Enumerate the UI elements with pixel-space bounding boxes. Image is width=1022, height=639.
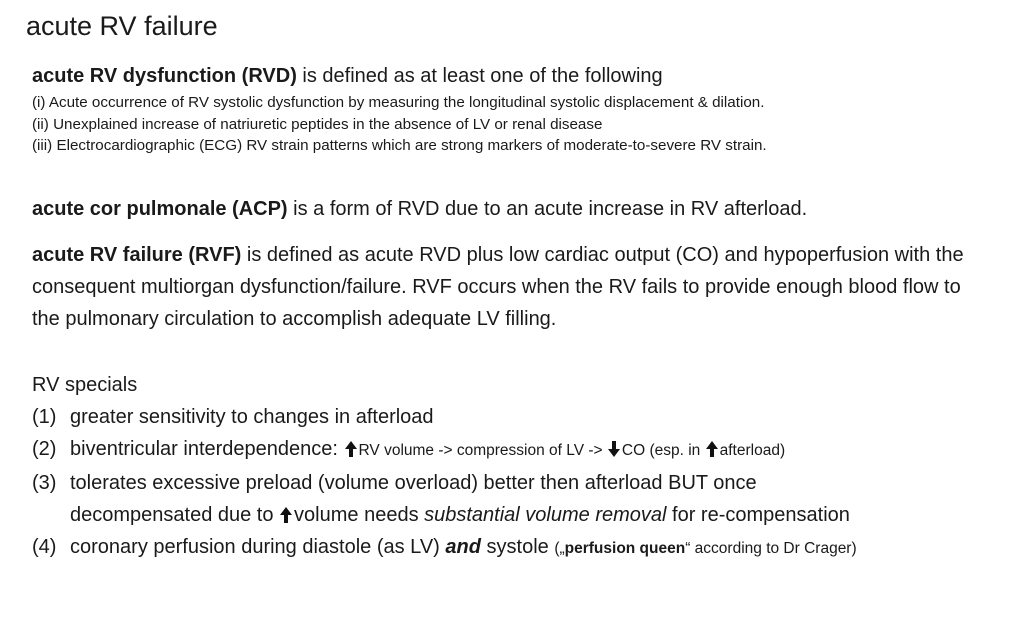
page-title: acute RV failure [26,11,218,41]
item-lead: coronary perfusion during diastole (as LV) [70,536,446,558]
acp-definition [32,193,1004,225]
rv-specials-section [32,369,1004,565]
rvf-definition [32,239,992,335]
item-emphasis: substantial volume removal [424,504,667,526]
acp-term: acute cor pulmonale (ACP) [32,198,288,220]
item-number: (2) [32,438,57,460]
item-text [70,467,1004,531]
item-part: CO (esp. in [621,442,705,459]
acp-section [32,193,1004,225]
rvd-definition-text: is defined as at least one of the following [296,65,663,87]
item-lead: biventricular interdependence: [70,438,344,460]
rv-special-item [32,433,1004,467]
rvf-definition-text: is defined as acute RVD plus low cardiac output (CO) and hypoperfusion with the consequent multiorgan dysfunction/failure. RVF occurs when the RV fails to provide enough blood flow to the pulmonary circulation to accomplish adequate LV filling. [32,244,964,330]
rvf-term: acute RV failure (RVF) [32,244,242,266]
arrow-down-icon [607,441,621,457]
item-text [70,531,1004,565]
rvd-term: acute RV dysfunction (RVD) [32,65,297,87]
arrow-up-icon [279,507,293,523]
item-number: (1) [32,406,57,428]
item-text [70,433,1004,467]
item-part: afterload) [719,442,786,459]
item-part: “ according to Dr Crager) [685,540,857,557]
arrow-up-icon [344,441,358,457]
item-part: volume needs [294,504,425,526]
item-number: (3) [32,472,57,494]
rvd-criterion-3: (iii) Electrocardiographic (ECG) RV strain patterns which are strong markers of moderate-to-severe RV strain. [32,137,767,154]
rvd-section [32,60,1004,157]
rv-special-item [32,401,1004,433]
item-part: systole [480,536,555,558]
item-part: decompensated due to [70,504,280,526]
item-part: for re-compensation [666,504,850,526]
acp-definition-text: is a form of RVD due to an acute increase in RV afterload. [287,198,808,220]
rv-special-item [32,467,1004,531]
item-part: RV volume -> compression of LV -> [358,442,607,459]
arrow-up-icon [705,441,719,457]
item-text: greater sensitivity to changes in afterload [70,406,434,428]
perfusion-queen-label: perfusion queen [564,540,686,557]
item-part: („ [554,540,565,557]
item-emphasis: and [445,536,481,558]
rvd-criterion-1: (i) Acute occurrence of RV systolic dysfunction by measuring the longitudinal systolic displacement & dilation. [32,94,765,111]
item-number: (4) [32,536,57,558]
rvd-definition [32,60,1004,92]
rv-specials-heading: RV specials [32,374,138,396]
rvf-section [32,239,992,335]
rv-special-item [32,531,1004,565]
item-line: tolerates excessive preload (volume overload) better then afterload BUT once [70,472,757,494]
rvd-criterion-2: (ii) Unexplained increase of natriuretic peptides in the absence of LV or renal disease [32,115,603,133]
